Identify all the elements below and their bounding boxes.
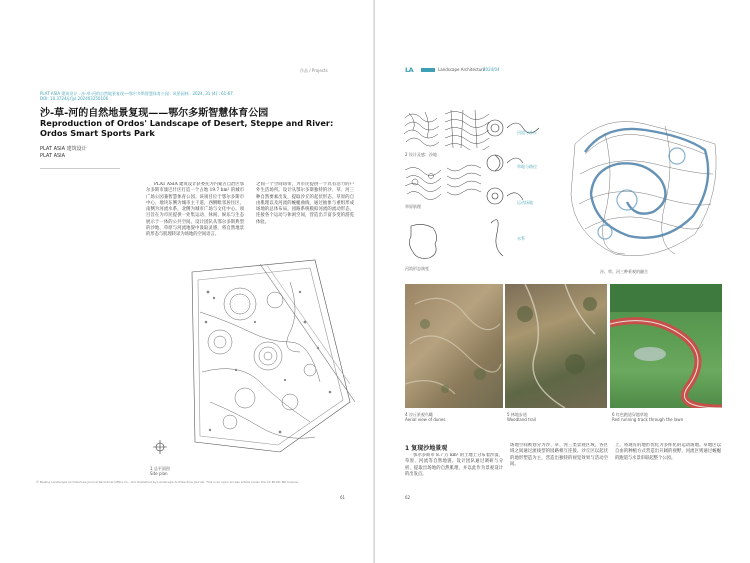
sketch-caption-2-cn: 草原肌理	[405, 204, 421, 209]
sketch-label-2: 草地与路径	[517, 164, 537, 169]
divider	[40, 168, 120, 169]
author-en: PLAT ASIA	[40, 153, 66, 159]
author-cn: PLAT ASIA 建筑设计	[40, 146, 87, 152]
title-cn: 沙-草-河的自然地景复现——鄂尔多斯智慧体育公园	[40, 108, 269, 119]
meta-line-1: PLAT ASIA 建筑设计 . 沙-草-河的自然地景复现──鄂尔多斯智慧体育公园 . 风景园林 . 2024, 31 (4) : 61-67.	[40, 91, 235, 96]
sketch-river-form	[403, 220, 443, 262]
header-tag: 作品 / Projects	[300, 68, 328, 73]
sketch-dunes	[403, 108, 441, 148]
photo-running-track	[610, 284, 722, 408]
journal-logo: LA	[405, 66, 414, 74]
photo-woodland	[505, 284, 607, 408]
photo-caption-3-en: Red running track through the lawn	[612, 417, 684, 422]
right-page	[375, 0, 750, 563]
journal-issue: 2024/04	[483, 67, 500, 72]
section-title: 1 复现沙地景观	[405, 445, 448, 452]
title-en: Reproduction of Ordos' Landscape of Desert, Steppe and River: Ordos Smart Sports Park	[40, 118, 334, 138]
photo-caption-2-cn: 5 林地步道	[507, 412, 527, 417]
plan-caption-en: Site plan	[150, 471, 168, 476]
right-body-column-1: 鄂尔多斯市 8.7 万 km² 的土地上分布着沙漠、草原、河流等自然地貌。设计团队通过调研与分析，提取出场地的自然肌理，并以此作为景观设计的出发点。	[405, 453, 503, 477]
footer-note: © Beijing Landscape Architecture Journal Periodical Office Co., Ltd. Published by Landscape Architecture Journal. This is an open access article under the CC BY-NC-ND license.	[36, 480, 299, 484]
sketch-caption-3-cn: 河流形态演变	[405, 266, 429, 271]
sketch-label-1: 河流与沙丘	[517, 130, 537, 135]
photo-caption-2-en: Woodland trail	[507, 417, 536, 422]
sketch-river-sequence	[483, 108, 561, 263]
body-column-2: 之间一个空间纽带，为市民提供一个具有活力的户外生活场所。设计从鄂尔多斯独特的沙、草、河三种自然要素出发，提取沙丘的起伏形态、草原的自由肌理以及河流的蜿蜒曲线，通过抽象与重组形成场地的总体布局。园路系统模拟河流的流动形态，连接各个运动与休闲空间，营造出丰富多变的游览体验。	[256, 182, 354, 225]
page-number-right: 62	[405, 495, 411, 500]
sketch-label-4: 水系	[517, 236, 525, 241]
photo-caption-3-cn: 6 红色跑道穿越草地	[612, 412, 648, 417]
journal-title: Landscape Architecture	[438, 67, 486, 72]
logo-bar	[421, 68, 435, 72]
sketch-caption-1-cn: 2 设计灵感：沙地	[405, 152, 437, 157]
sketch-texture-2	[445, 162, 485, 200]
site-plan-drawing	[140, 252, 358, 457]
sketch-label-3: 运动场地	[517, 200, 533, 205]
page-number: 61	[340, 495, 346, 500]
right-body-column-3: 上，将现有的地形优化为多样化的运动场地。草地区以自由的种植方式营造出开阔的视野，河流区则通过蜿蜒的跑道与水景串联起整个公园。	[615, 443, 721, 461]
plan-caption-cn: 1 总平面图	[150, 466, 170, 471]
body-column-1: PLAT ASIA 建筑设计获委托为内蒙古自治区鄂尔多斯市康巴什区打造一个占地 19.7 hm² 的城市广场公园兼智慧体育公园。该项目位于鄂尔多斯市中心，地块东侧为城市主干道，西侧毗邻居住区，南侧为河流水系，北侧为城市广场与文化中心。项目旨在为市民提供一处集运动、休闲、娱乐与生态展示于一体的公共空间。设计团队从鄂尔多斯典型的沙地、草原与河流地貌中汲取灵感，将自然地景的形态与肌理转译为场地的空间语言。	[146, 182, 244, 238]
photo-caption-1-cn: 4 沙丘景观鸟瞰	[405, 412, 433, 417]
photo-caption-1-en: Aerial view of dunes	[405, 417, 446, 422]
meta-line-2: DOI: 10.3724/j.fjyl.202403250106	[40, 96, 109, 101]
sketch-texture	[403, 162, 443, 200]
right-body-column-2: 场地空间被划分为沙、草、河三类景观区域，各区域之间通过流线型的园路相互连接。沙丘区以起伏的地形塑造为主，营造出独特的视觉效果与活动空间。	[510, 443, 608, 467]
photo-dunes	[405, 284, 503, 408]
concept-sketch	[565, 104, 723, 264]
aerial-caption: 沙、草、河三种景观的融合	[600, 269, 648, 274]
